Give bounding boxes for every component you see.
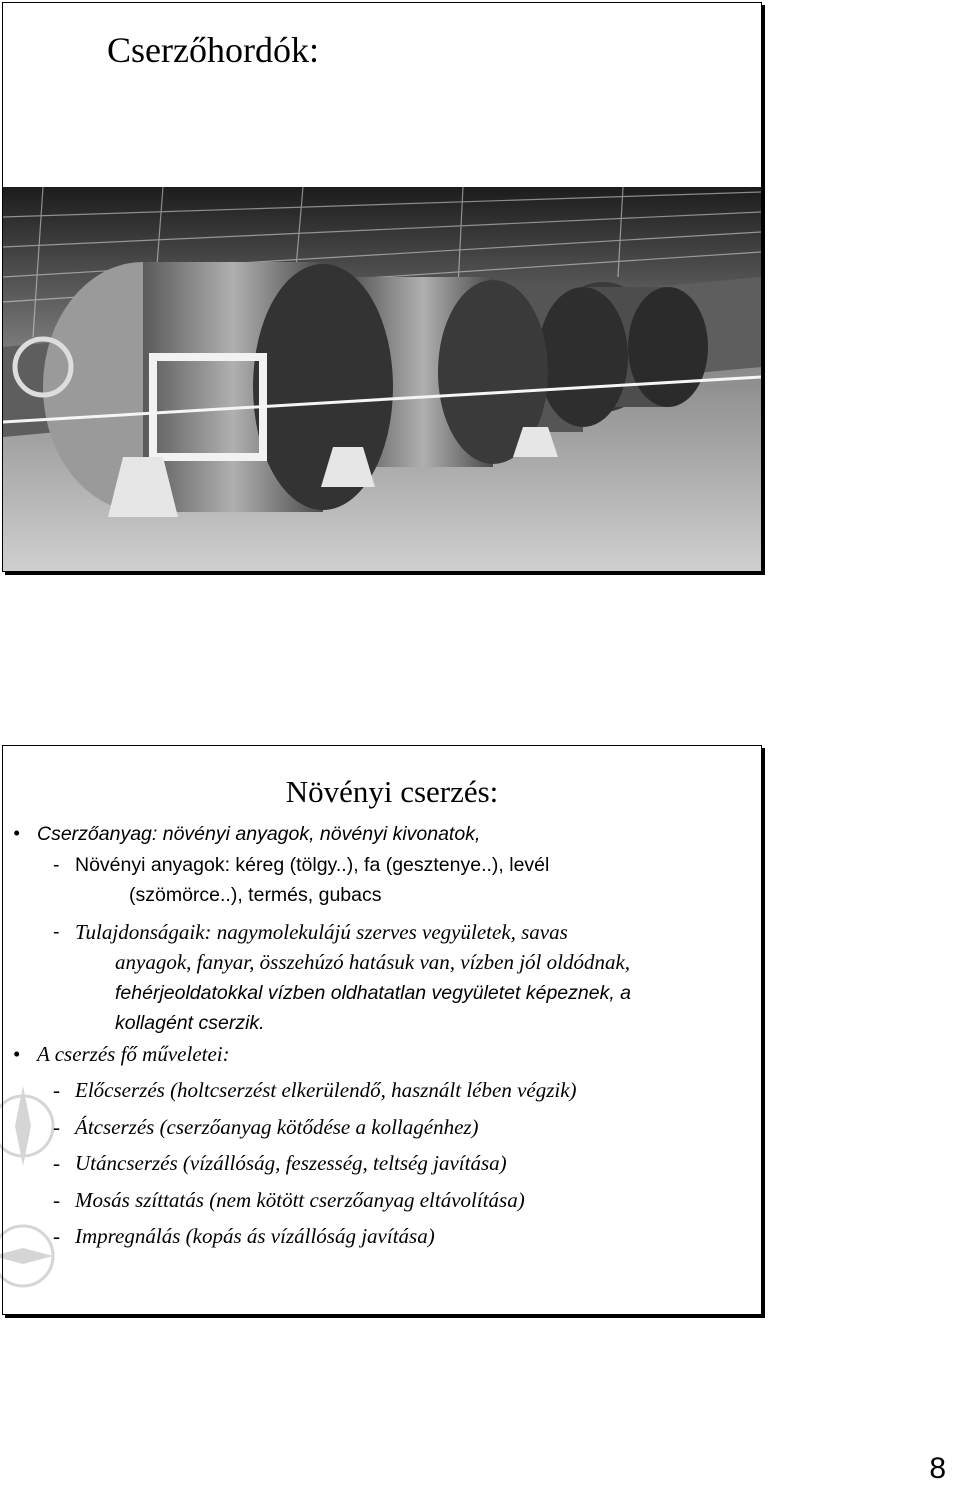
list-item: - Előcserzés (holtcserzést elkerülendő, használt lében végzik) bbox=[53, 1078, 577, 1102]
slide-1-title: Cserzőhordók: bbox=[107, 30, 319, 70]
slide-2-content bbox=[13, 818, 753, 1252]
page-number: 8 bbox=[929, 1452, 946, 1485]
list-item-text: Előcserzés (holtcserzést elkerülendő, használt lében végzik) bbox=[75, 1078, 577, 1102]
list-item-text: Tulajdonságaik: nagymolekulájú szerves vegyületek, savas bbox=[75, 919, 568, 944]
bullet-icon: • bbox=[13, 821, 21, 845]
bullet-label: Cserzőanyag: bbox=[37, 823, 158, 845]
slide-2-title: Növényi cserzés: bbox=[285, 774, 499, 809]
list-item: - Mosás szíttatás (nem kötött cserzőanyag eltávolítása) bbox=[53, 1187, 525, 1212]
bullet-label: A cserzés fő műveletei: bbox=[37, 1041, 230, 1066]
bullet-icon: • bbox=[13, 1041, 21, 1066]
slide-2 bbox=[2, 745, 762, 1315]
bullet-muveletek bbox=[13, 1039, 753, 1070]
list-item-text: Növényi anyagok: kéreg (tölgy..), fa (gesztenye..), levél bbox=[75, 853, 550, 876]
list-item-continuation: (szömörce..), termés, gubacs bbox=[129, 884, 382, 906]
list-item-text: Utáncserzés (vízállóság, feszesség, teltség javítása) bbox=[75, 1151, 507, 1175]
tanning-drums-photo bbox=[3, 187, 761, 571]
list-item: - Növényi anyagok: kéreg (tölgy..), fa (gesztenye..), levél bbox=[53, 853, 550, 876]
list-item: - Utáncserzés (vízállóság, feszesség, teltség javítása) bbox=[53, 1151, 507, 1175]
slide-1 bbox=[2, 2, 762, 572]
list-item-continuation: kollagént cserzik. bbox=[115, 1012, 265, 1034]
bullet-cserzoanyag bbox=[13, 818, 753, 850]
list-item-continuation: anyagok, fanyar, összehúzó hatásuk van, vízben jól oldódnak, bbox=[115, 950, 631, 974]
list-item-text: Átcserzés (cserzőanyag kötődése a kollagénhez) bbox=[75, 1114, 479, 1139]
list-item-continuation: fehérjeoldatokkal vízben oldhatatlan vegyületet képeznek, a bbox=[115, 981, 632, 1004]
list-item: - Tulajdonságaik: nagymolekulájú szerves vegyületek, savas bbox=[53, 919, 568, 944]
list-item-text: Impregnálás (kopás ás vízállóság javítása) bbox=[75, 1224, 435, 1248]
list-item: - Átcserzés (cserzőanyag kötődése a kollagénhez) bbox=[53, 1114, 479, 1139]
list-item-text: Mosás szíttatás (nem kötött cserzőanyag eltávolítása) bbox=[75, 1187, 525, 1212]
list-item: - Impregnálás (kopás ás vízállóság javítása) bbox=[53, 1224, 435, 1248]
bullet-text: növényi anyagok, növényi kivonatok, bbox=[157, 823, 481, 845]
